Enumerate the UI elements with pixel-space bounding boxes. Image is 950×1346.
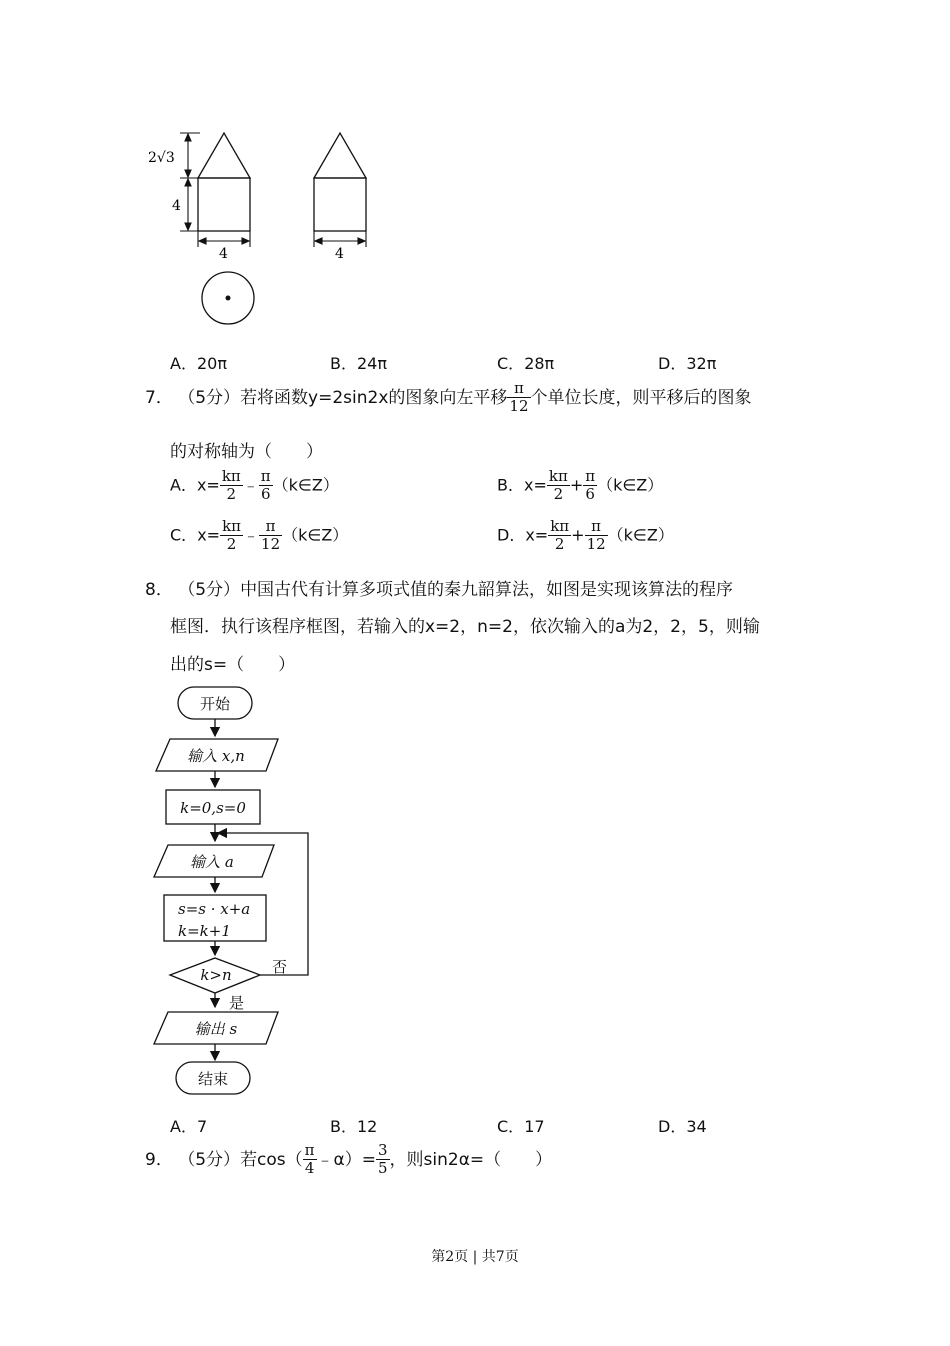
q7-option-c[interactable]: C．x= $\frac{k\pi}{2}$ ﹣ $\frac{\pi}{12}$ （k∈Z） [170,517,349,554]
q7-option-b[interactable]: B．x= $\frac{k\pi}{2}$ + $\frac{\pi}{6}$ （k∈Z） [497,467,664,504]
top-view [202,272,254,324]
side-view [314,133,366,231]
dim-top-label: 2√3 [148,150,175,166]
dim-base1-label: 4 [219,246,228,262]
dim-left-label: 4 [172,198,181,214]
flow-input-a-label: 输入 a [190,853,234,871]
q8-option-d[interactable]: D．34 [658,1117,707,1136]
flow-end-label: 结束 [197,1070,229,1088]
q7-stem-line2: 的对称轴为（ ） [170,442,323,462]
dim-base2-label: 4 [335,246,344,262]
flow-step1-label: s=s · x+a [178,900,251,918]
flow-init-label: k=0,s=0 [180,799,246,817]
flow-yes-label: 是 [229,994,245,1012]
page-footer: 第2页 | 共7页 [431,1249,519,1265]
q6-option-a[interactable]: A．20π [170,354,227,373]
q8-stem-line3: 出的s=（ ） [170,655,296,675]
flow-input-xn-label: 输入 x,n [187,747,245,765]
q8-score: （5分） [178,580,241,600]
flow-start-label: 开始 [199,695,231,713]
q8-number: 8． [145,580,173,600]
flow-output-label: 输出 s [194,1020,238,1038]
q8-option-b[interactable]: B．12 [330,1117,378,1136]
q8-stem-line2: 框图．执行该程序框图，若输入的x=2，n=2，依次输入的a为2，2，5，则输 [170,617,760,637]
flowchart [150,682,330,1102]
q7-shift-fraction: $\frac{\pi}{12}$ [509,379,529,416]
dimension-lines-left [180,133,250,247]
q7-stem: 7． （5分）若将函数y=2sin2x的图象向左平移 $\frac{\pi}{12}$ 个单位长度，则平移后的图象 [145,379,752,416]
q7-number: 7． [145,387,173,408]
q8-option-a[interactable]: A．7 [170,1117,208,1136]
q7-score: （5分） [178,387,241,408]
front-view [198,133,250,231]
flow-condition-label: k>n [200,966,232,984]
q8-option-c[interactable]: C．17 [497,1117,545,1136]
q7-option-d[interactable]: D．x= $\frac{k\pi}{2}$ + $\frac{\pi}{12}$ （k∈Z） [497,517,674,554]
q9-number: 9． [145,1149,173,1170]
flow-no-label: 否 [272,958,288,976]
q9-stem: 9． （5分）若cos（ $\frac{\pi}{4}$ ﹣α）= $\frac{3}{5}$ ，则sin2α=（ ） [145,1141,553,1178]
q6-option-b[interactable]: B．24π [330,354,387,373]
q6-option-d[interactable]: D．32π [658,354,717,373]
flow-step2-label: k=k+1 [178,922,231,940]
three-view-figure [140,125,400,335]
q6-option-c[interactable]: C．28π [497,354,555,373]
q7-option-a[interactable]: A．x= $\frac{k\pi}{2}$ ﹣ $\frac{\pi}{6}$ （k∈Z） [170,467,339,504]
q9-score: （5分） [178,1149,241,1170]
q8-stem-line1: 8． （5分）中国古代有计算多项式值的秦九韶算法，如图是实现该算法的程序 [145,580,734,600]
